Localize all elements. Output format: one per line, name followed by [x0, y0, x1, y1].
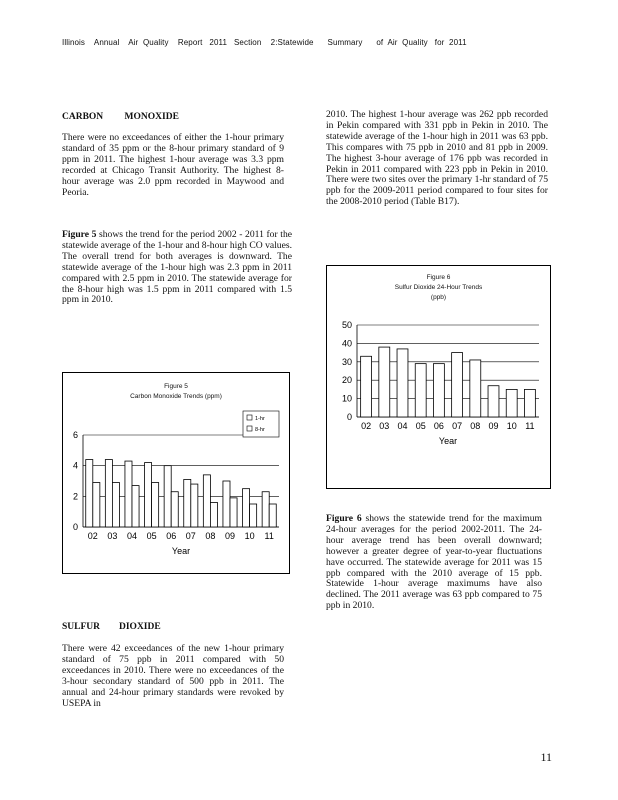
y-tick-label: 50: [341, 320, 352, 330]
bar-1hr: [223, 481, 230, 527]
bar-24hr: [506, 389, 517, 417]
x-tick-label: 06: [433, 421, 444, 431]
bar-24hr: [397, 349, 408, 417]
legend-swatch: [247, 426, 252, 431]
bar-1hr: [164, 466, 171, 527]
y-tick-label: 2: [72, 491, 78, 502]
x-tick-label: 10: [506, 421, 517, 431]
figure-5-chart: [62, 372, 290, 574]
y-tick-label: 4: [72, 460, 78, 471]
figure-5-title: Figure 5: [164, 383, 188, 390]
x-tick-label: 04: [397, 421, 408, 431]
bar-1hr: [105, 460, 112, 527]
page-number: 11: [540, 750, 552, 764]
x-tick-label: 11: [525, 421, 535, 431]
x-tick-label: 07: [452, 421, 463, 431]
bar-8hr: [93, 483, 100, 527]
co-paragraph-1: There were no exceedances of either the 1-hour primary standard of 35 ppm or the 8-hour primary standard of 9 ppm in 2011. The highest 1-hour average was 3.3 ppm recorded at Chicago Transit Authority. The highest 8-hour average was 2.0 ppm recorded in Maywood and Peoria.: [62, 132, 284, 198]
legend-swatch: [247, 415, 252, 420]
x-tick-label: 03: [379, 421, 390, 431]
bar-24hr: [452, 353, 463, 417]
figure-6-plot: [327, 266, 550, 488]
so2-paragraph-1: There were 42 exceedances of the new 1-hour primary standard of 75 ppb in 2011 compared with 50 exceedances in 2010. There were no exceedances of the 3-hour secondary standard of 500 ppb in 2011. The annual and 24-hour primary standards were revoked by USEPA in: [62, 643, 284, 709]
x-tick-label: 09: [224, 531, 236, 541]
so2-paragraph-3-text: shows the statewide trend for the maximum 24-hour averages for the period 2002-2011. The 24-hour average trend has been overall downward; however a greater degree of year-to-year fluctuations have occurred. The statewide average for 2011 was 15 ppb compared with the 2010 average of 15 ppb. Statewide 1-hour average maximums have also declined. The 2011 average was 63 ppb compared to 75 ppb in 2010.: [326, 513, 542, 612]
bar-24hr: [433, 364, 444, 417]
bar-8hr: [152, 483, 159, 527]
bar-1hr: [86, 460, 93, 527]
x-tick-label: 06: [166, 531, 177, 541]
x-tick-label: 04: [126, 531, 138, 541]
y-tick-label: 20: [341, 375, 352, 386]
bar-8hr: [230, 498, 237, 527]
figure-6-title: Figure 6: [426, 274, 451, 281]
bar-8hr: [191, 484, 198, 527]
bar-8hr: [171, 492, 178, 527]
y-tick-label: 30: [341, 356, 352, 367]
x-tick-label: 02: [87, 531, 98, 541]
bar-8hr: [132, 486, 139, 527]
y-tick-label: 0: [346, 412, 352, 422]
bar-1hr: [184, 479, 191, 527]
bar-8hr: [210, 502, 217, 527]
x-tick-label: 05: [415, 421, 426, 431]
bar-8hr: [112, 483, 119, 527]
legend-label: 1-hr: [255, 416, 265, 422]
x-axis-label: Year: [438, 436, 458, 446]
bar-24hr: [524, 389, 535, 417]
bar-8hr: [269, 504, 276, 527]
x-tick-label: 11: [264, 531, 274, 541]
figure-5-reference: Figure 5: [62, 229, 97, 240]
figure-6-subtitle: Sulfur Dioxide 24-Hour Trends: [394, 284, 483, 291]
co-paragraph-2-text: shows the trend for the period 2002 - 2011 for the statewide average of the 1-hour and 8-hour high CO values. The overall trend for both averages is downward. The statewide average of the 1-hour high was 2.3 ppm in 2011 compared with 2.5 ppm in 2010. The statewide average for the 8-hour high was 1.5 ppm in 2011 compared with 1.5 ppm in 2010.: [62, 229, 292, 306]
figure-5-subtitle: Carbon Monoxide Trends (ppm): [130, 393, 222, 400]
y-tick-label: 10: [341, 393, 352, 404]
x-tick-label: 05: [146, 531, 157, 541]
figure-6-reference: Figure 6: [326, 513, 362, 524]
bar-8hr: [250, 504, 257, 527]
so2-heading: SULFUR DIOXIDE: [62, 622, 161, 632]
y-tick-label: 40: [341, 338, 352, 349]
figure-6-chart: [326, 265, 551, 489]
bar-24hr: [488, 386, 499, 417]
bar-1hr: [262, 492, 269, 527]
bar-24hr: [415, 364, 426, 417]
figure-5-plot: [63, 373, 289, 573]
so2-paragraph-2: 2010. The highest 1-hour average was 262 ppb recorded in Pekin compared with 331 ppb in Pekin in 2010. The statewide average of the 1-hour high in 2011 was 63 ppb. This compares with 75 ppb in 2010 and 81 ppb in 2009. The highest 3-hour average of 176 ppb was recorded in Pekin in 2011 compared with 223 ppb in Pekin in 2010. There were two sites over the primary 1-hr standard of 75 ppb for the 2009-2011 period compared to four sites for the 2008-2010 period (Table B17).: [326, 109, 548, 208]
bar-24hr: [379, 347, 390, 417]
x-tick-label: 09: [488, 421, 499, 431]
x-tick-label: 08: [205, 531, 216, 541]
page-header: Illinois Annual Air Quality Report 2011 Section 2:Statewide Summary of Air Quality for 2011: [62, 38, 467, 47]
bar-1hr: [145, 463, 152, 527]
x-tick-label: 10: [244, 531, 255, 541]
bar-24hr: [361, 356, 372, 417]
co-heading: CARBON MONOXIDE: [62, 112, 179, 122]
x-tick-label: 03: [107, 531, 118, 541]
y-tick-label: 6: [72, 430, 78, 440]
x-tick-label: 02: [361, 421, 372, 431]
bar-1hr: [243, 489, 250, 527]
x-tick-label: 08: [470, 421, 481, 431]
figure-6-unit: (ppb): [430, 294, 447, 301]
x-axis-label: Year: [171, 546, 191, 556]
bar-24hr: [470, 360, 481, 417]
bar-1hr: [125, 461, 132, 527]
x-tick-label: 07: [185, 531, 196, 541]
so2-paragraph-3: [326, 514, 542, 612]
y-tick-label: 0: [72, 522, 78, 532]
bar-1hr: [203, 475, 210, 527]
co-paragraph-2: [62, 230, 292, 306]
legend-label: 8-hr: [255, 427, 265, 433]
